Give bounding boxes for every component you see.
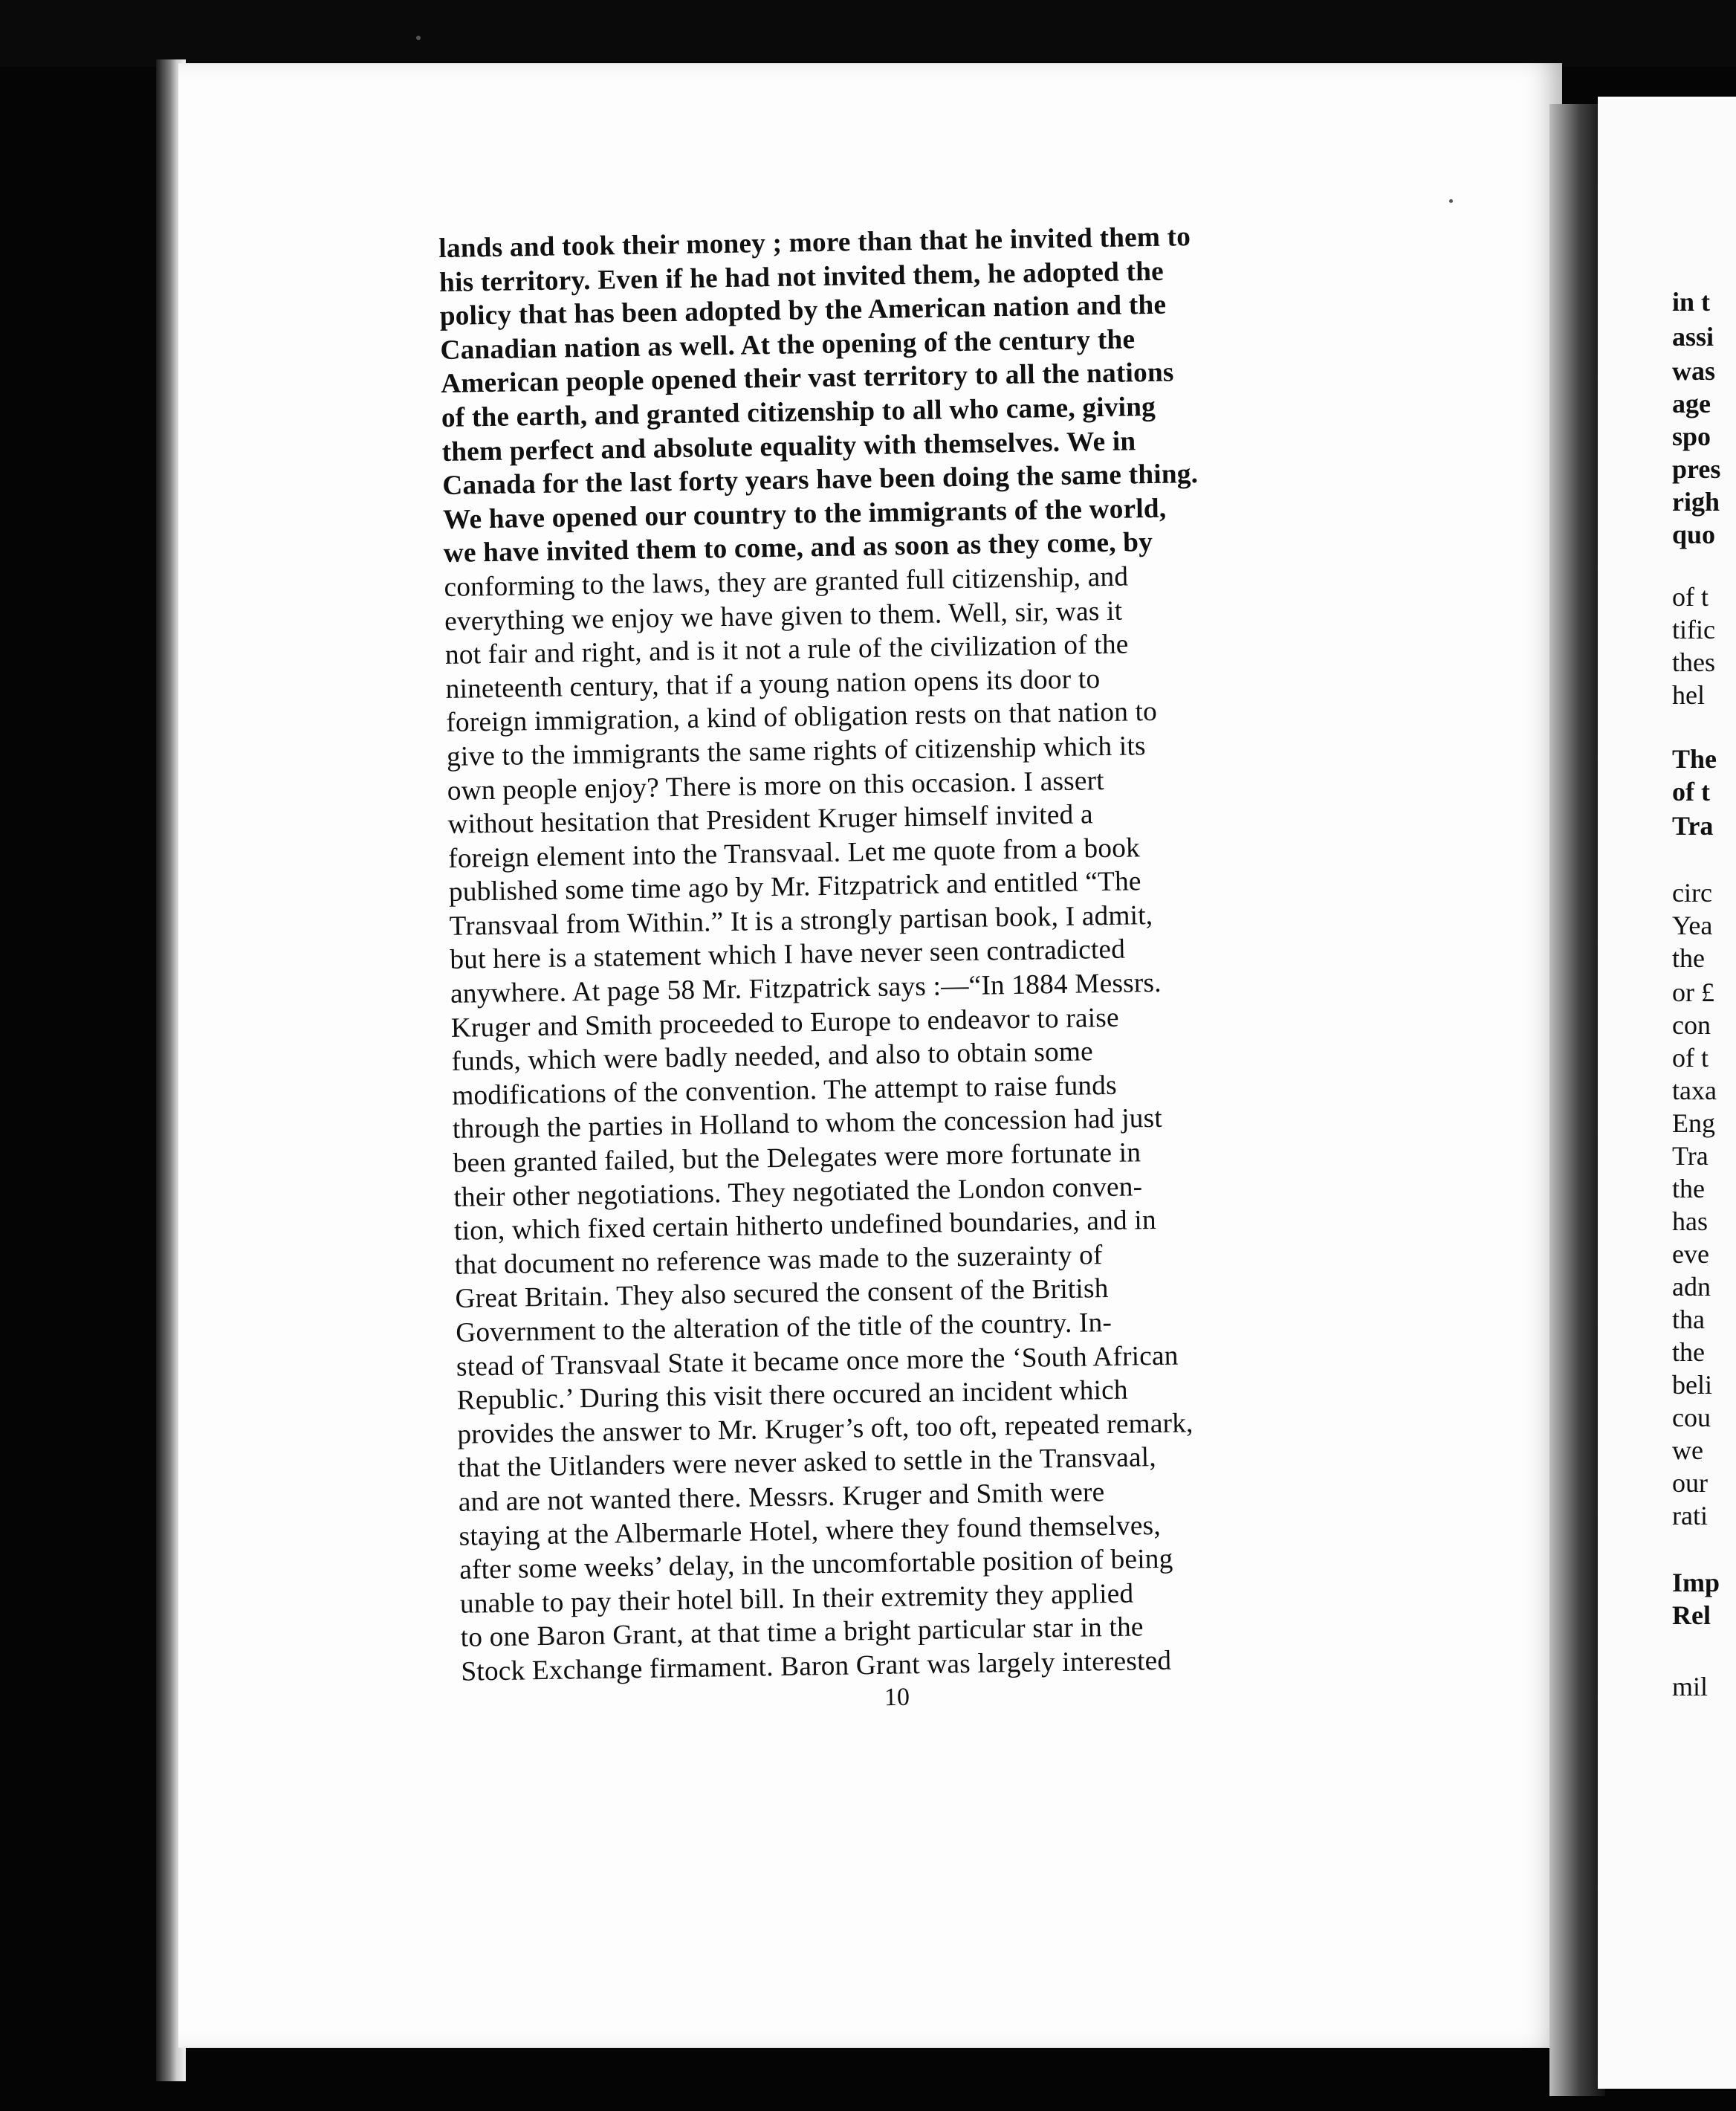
- text-line: his territory. Even if he had not invited them, he adopted the: [438, 256, 1165, 298]
- text-line: own people enjoy? There is more on this occasion. I assert: [447, 765, 1105, 806]
- text-line: not fair and right, and is it not a rule of the civilization of the: [444, 629, 1129, 671]
- text-line: been granted failed, but the Delegates were more fortunate in: [453, 1137, 1141, 1179]
- page-number: 10: [884, 1683, 910, 1712]
- right-page-fragment: righ: [1672, 487, 1720, 517]
- text-line: funds, which were badly needed, and also to obtain some: [451, 1036, 1094, 1078]
- right-page-fragment: of t: [1672, 777, 1710, 806]
- text-line: staying at the Albermarle Hotel, where they found themselves,: [459, 1510, 1162, 1552]
- right-page-fragment: Eng: [1672, 1108, 1715, 1138]
- right-page-fragment: thes: [1672, 647, 1715, 677]
- text-line: that document no reference was made to the suzerainty of: [454, 1239, 1103, 1281]
- right-book-page: [1598, 97, 1736, 2089]
- right-page-fragment: or £: [1672, 977, 1714, 1007]
- right-page-fragment: Tra: [1672, 811, 1714, 841]
- right-page-fragment: rati: [1672, 1501, 1708, 1530]
- right-page-fragment: the: [1672, 1174, 1705, 1203]
- text-line: modifications of the convention. The attempt to raise funds: [451, 1070, 1118, 1111]
- right-page-fragment: Tra: [1672, 1141, 1709, 1171]
- right-page-fragment: eve: [1672, 1239, 1709, 1269]
- text-line: nineteenth century, that if a young nation opens its door to: [445, 663, 1101, 705]
- right-page-fragment: cou: [1672, 1403, 1711, 1432]
- text-line: after some weeks’ delay, in the uncomfortable position of being: [459, 1543, 1173, 1585]
- text-line: anywhere. At page 58 Mr. Fitzpatrick says :—“In 1884 Messrs.: [450, 967, 1162, 1009]
- right-page-fragment: our: [1672, 1468, 1708, 1498]
- page-gutter-shadow: [1549, 104, 1605, 2096]
- text-line: but here is a statement which I have never seen contradicted: [450, 934, 1126, 976]
- right-page-fragment: age: [1672, 389, 1711, 418]
- text-line: published some time ago by Mr. Fitzpatrick and entitled “The: [448, 866, 1141, 908]
- scan-dust-speck: [416, 36, 421, 40]
- right-page-fragment: of t: [1672, 582, 1709, 612]
- text-line: foreign immigration, a kind of obligation rests on that nation to: [446, 696, 1158, 739]
- page-body-text: [438, 216, 1487, 1689]
- text-line: Transvaal from Within.” It is a strongly partisan book, I admit,: [449, 899, 1153, 942]
- right-page-fragment: tific: [1672, 615, 1715, 644]
- text-line: their other negotiations. They negotiated the London conven-: [453, 1171, 1143, 1213]
- text-line: without hesitation that President Kruger himself invited a: [447, 799, 1093, 840]
- text-line: Republic.’ During this visit there occured an incident which: [456, 1374, 1129, 1416]
- text-line: policy that has been adopted by the American nation and the: [439, 289, 1167, 332]
- scan-background: [0, 0, 1736, 67]
- scan-dust-speck: [1449, 199, 1453, 203]
- right-page-fragment: the: [1672, 943, 1705, 973]
- right-page-fragment: the: [1672, 1337, 1705, 1367]
- right-page-fragment: hel: [1672, 680, 1705, 710]
- right-page-fragment: assi: [1672, 322, 1714, 352]
- right-page-fragment: adn: [1672, 1272, 1711, 1302]
- right-page-fragment: spo: [1672, 421, 1711, 451]
- right-page-fragment: of t: [1672, 1043, 1709, 1073]
- text-line: we have invited them to come, and as soon as they come, by: [443, 527, 1153, 569]
- right-page-fragment: circ: [1672, 878, 1712, 908]
- text-line: to one Baron Grant, at that time a bright particular star in the: [460, 1611, 1144, 1654]
- text-line: We have opened our country to the immigrants of the world,: [442, 493, 1167, 535]
- right-page-fragment: beli: [1672, 1370, 1712, 1400]
- text-line: Government to the alteration of the title of the country. In-: [455, 1307, 1112, 1348]
- text-line: unable to pay their hotel bill. In their extremity they applied: [459, 1578, 1134, 1620]
- right-page-fragment: has: [1672, 1206, 1708, 1236]
- text-line: American people opened their vast territory to all the nations: [440, 357, 1174, 400]
- text-line: conforming to the laws, they are granted full citizenship, and: [444, 561, 1129, 603]
- right-page-fragment: taxa: [1672, 1076, 1717, 1105]
- text-line: tion, which fixed certain hitherto undefined boundaries, and in: [453, 1205, 1157, 1247]
- right-page-fragment: Rel: [1672, 1600, 1711, 1630]
- text-line: lands and took their money ; more than that he invited them to: [438, 222, 1191, 264]
- text-line: that the Uitlanders were never asked to settle in the Transvaal,: [457, 1442, 1157, 1484]
- text-line: through the parties in Holland to whom the concession had just: [452, 1103, 1163, 1145]
- right-page-fragment: was: [1672, 356, 1716, 386]
- right-page-fragment: pres: [1672, 454, 1721, 484]
- text-line: stead of Transvaal State it became once more the ‘South African: [456, 1340, 1179, 1383]
- text-line: everything we enjoy we have given to them. Well, sir, was it: [444, 595, 1123, 637]
- text-line: of the earth, and granted citizenship to all who came, giving: [441, 391, 1156, 433]
- right-page-fragment: Yea: [1672, 911, 1713, 940]
- right-page-fragment: mil: [1672, 1672, 1709, 1701]
- right-page-fragment: con: [1672, 1010, 1711, 1040]
- text-line: Stock Exchange firmament. Baron Grant was largely interested: [461, 1645, 1172, 1687]
- right-page-fragment: The: [1672, 744, 1717, 774]
- right-page-fragment: Imp: [1672, 1568, 1720, 1597]
- text-line: Canada for the last forty years have been doing the same thing.: [442, 459, 1199, 502]
- right-page-fragment: in t: [1672, 287, 1711, 317]
- text-line: give to the immigrants the same rights of citizenship which its: [446, 731, 1147, 772]
- text-line: foreign element into the Transvaal. Let me quote from a book: [447, 832, 1141, 874]
- text-line: Kruger and Smith proceeded to Europe to endeavor to raise: [450, 1002, 1120, 1044]
- right-page-fragment: quo: [1672, 520, 1716, 549]
- text-line: and are not wanted there. Messrs. Kruger and Smith were: [458, 1477, 1105, 1518]
- text-line: them perfect and absolute equality with themselves. We in: [441, 425, 1136, 468]
- right-page-fragment: tha: [1672, 1305, 1705, 1334]
- text-line: Great Britain. They also secured the consent of the British: [455, 1273, 1109, 1315]
- text-line: provides the answer to Mr. Kruger’s oft, too oft, repeated remark,: [457, 1408, 1194, 1450]
- right-page-fragment: we: [1672, 1435, 1703, 1465]
- text-line: Canadian nation as well. At the opening of the century the: [440, 324, 1136, 366]
